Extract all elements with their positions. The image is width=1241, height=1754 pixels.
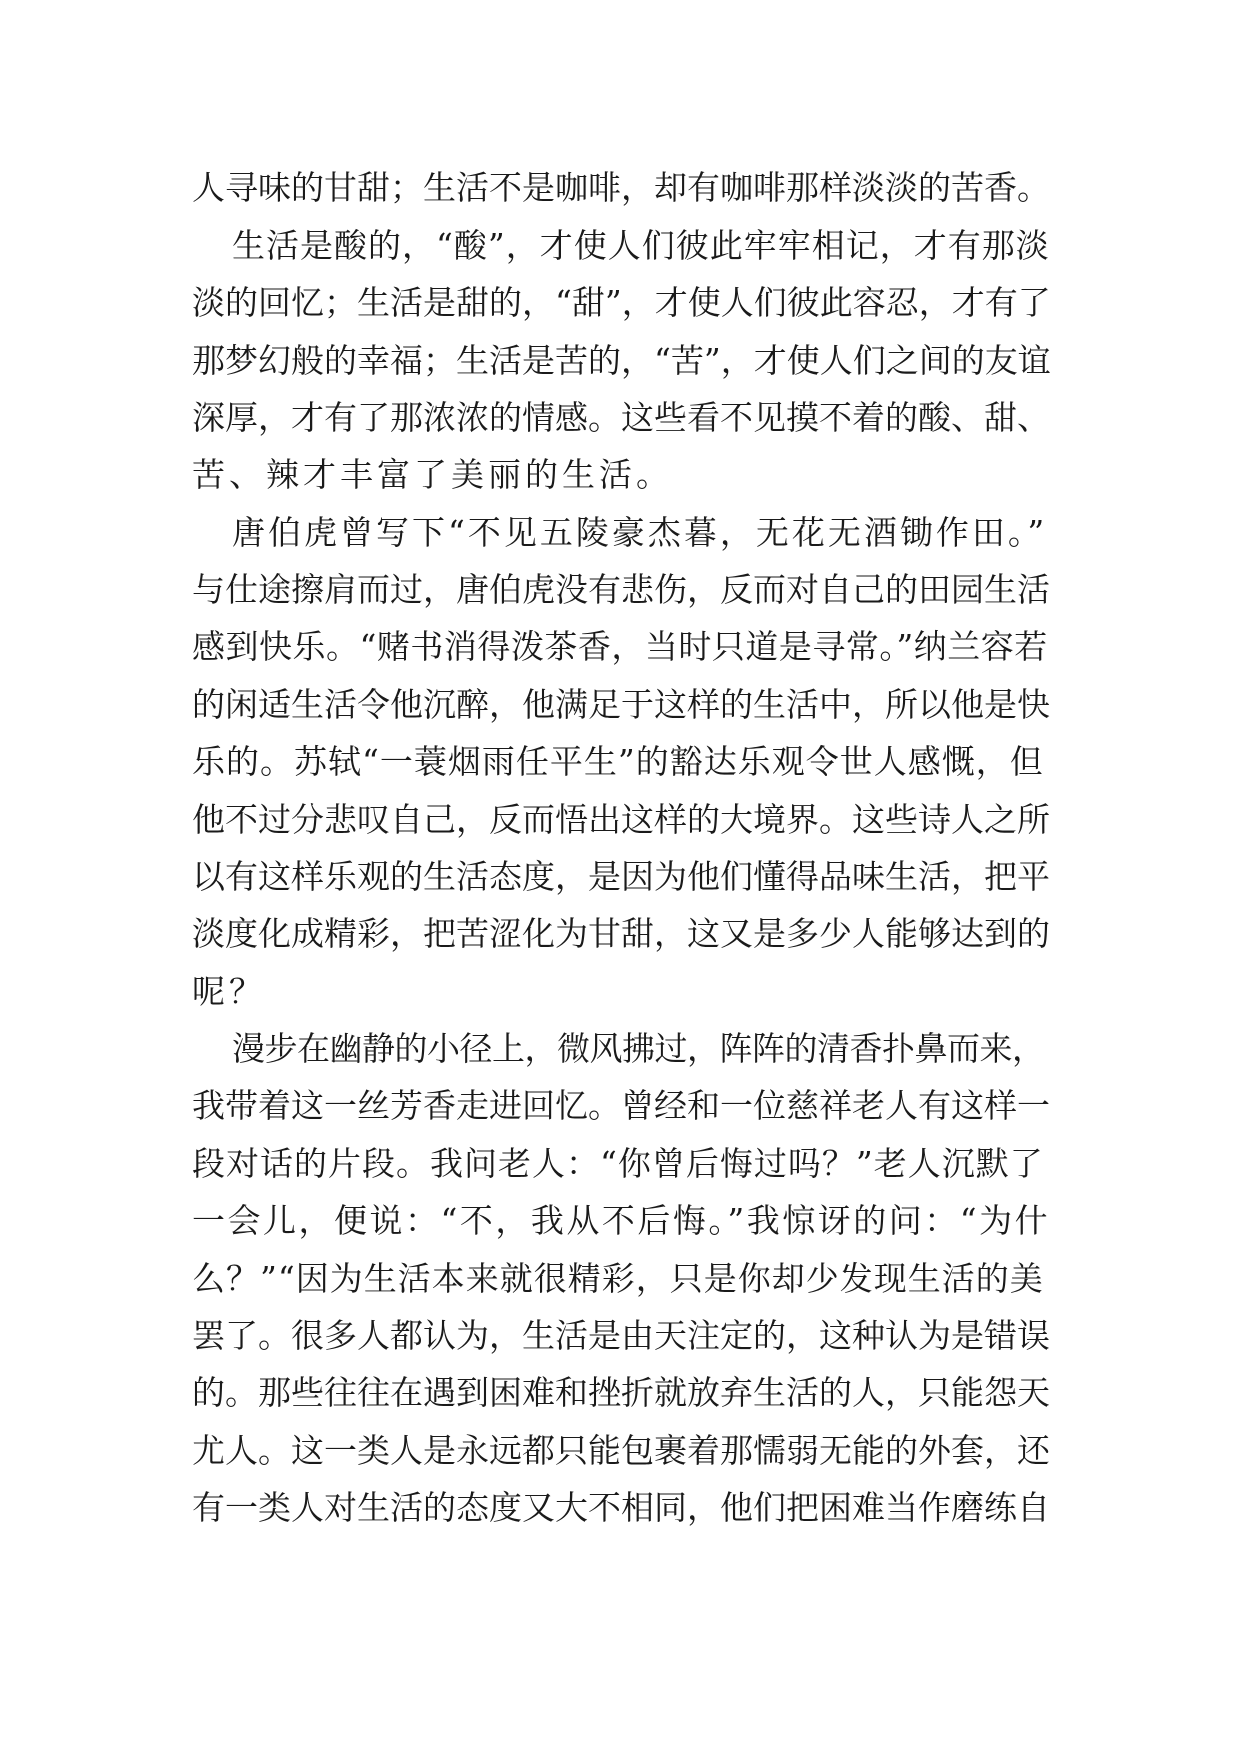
text-line: 感到快乐。“赌书消得泼茶香，当时只道是寻常。”纳兰容若 (192, 627, 1048, 666)
text-line: 淡度化成精彩，把苦涩化为甘甜，这又是多少人能够达到的 (192, 914, 1050, 953)
text-line: 苦、辣才丰富了美丽的生活。 (192, 455, 673, 494)
text-line: 生活是酸的，“酸”，才使人们彼此牢牢相记，才有那淡 (232, 226, 1050, 265)
text-line: 人寻味的甘甜；生活不是咖啡，却有咖啡那样淡淡的苦香。 (192, 168, 1050, 207)
text-line: 有一类人对生活的态度又大不相同，他们把困难当作磨练自 (192, 1488, 1050, 1527)
text-line: 的。那些往往在遇到困难和挫折就放弃生活的人，只能怨天 (192, 1373, 1050, 1412)
text-line: 与仕途擦肩而过，唐伯虎没有悲伤，反而对自己的田园生活 (192, 570, 1050, 609)
text-line: 那梦幻般的幸福；生活是苦的，“苦”，才使人们之间的友谊 (192, 341, 1051, 380)
text-line: 淡的回忆；生活是甜的，“甜”，才使人们彼此容忍，才有了 (192, 283, 1051, 322)
text-line: 罢了。很多人都认为，生活是由天注定的，这种认为是错误 (192, 1316, 1050, 1355)
text-line: 段对话的片段。我问老人：“你曾后悔过吗？”老人沉默了 (192, 1144, 1044, 1183)
text-line: 乐的。苏轼“一蓑烟雨任平生”的豁达乐观令世人感慨，但 (192, 742, 1044, 781)
text-line: 一会儿，便说：“不，我从不后悔。”我惊讶的问：“为什 (192, 1201, 1051, 1240)
text-line: 唐伯虎曾写下“不见五陵豪杰暮，无花无酒锄作田。” (232, 513, 1048, 552)
text-line: 尤人。这一类人是永远都只能包裹着那懦弱无能的外套，还 (192, 1431, 1050, 1470)
text-line: 深厚，才有了那浓浓的情感。这些看不见摸不着的酸、甜、 (192, 398, 1050, 437)
text-line: 么？”“因为生活本来就很精彩，只是你却少发现生活的美 (192, 1259, 1044, 1298)
text-line: 呢？ (192, 972, 266, 1011)
text-line: 以有这样乐观的生活态度，是因为他们懂得品味生活，把平 (192, 857, 1050, 896)
text-line: 的闲适生活令他沉醉，他满足于这样的生活中，所以他是快 (192, 685, 1050, 724)
text-line: 漫步在幽静的小径上，微风拂过，阵阵的清香扑鼻而来， (232, 1029, 1045, 1068)
text-line: 我带着这一丝芳香走进回忆。曾经和一位慈祥老人有这样一 (192, 1086, 1050, 1125)
text-line: 他不过分悲叹自己，反而悟出这样的大境界。这些诗人之所 (192, 800, 1050, 839)
